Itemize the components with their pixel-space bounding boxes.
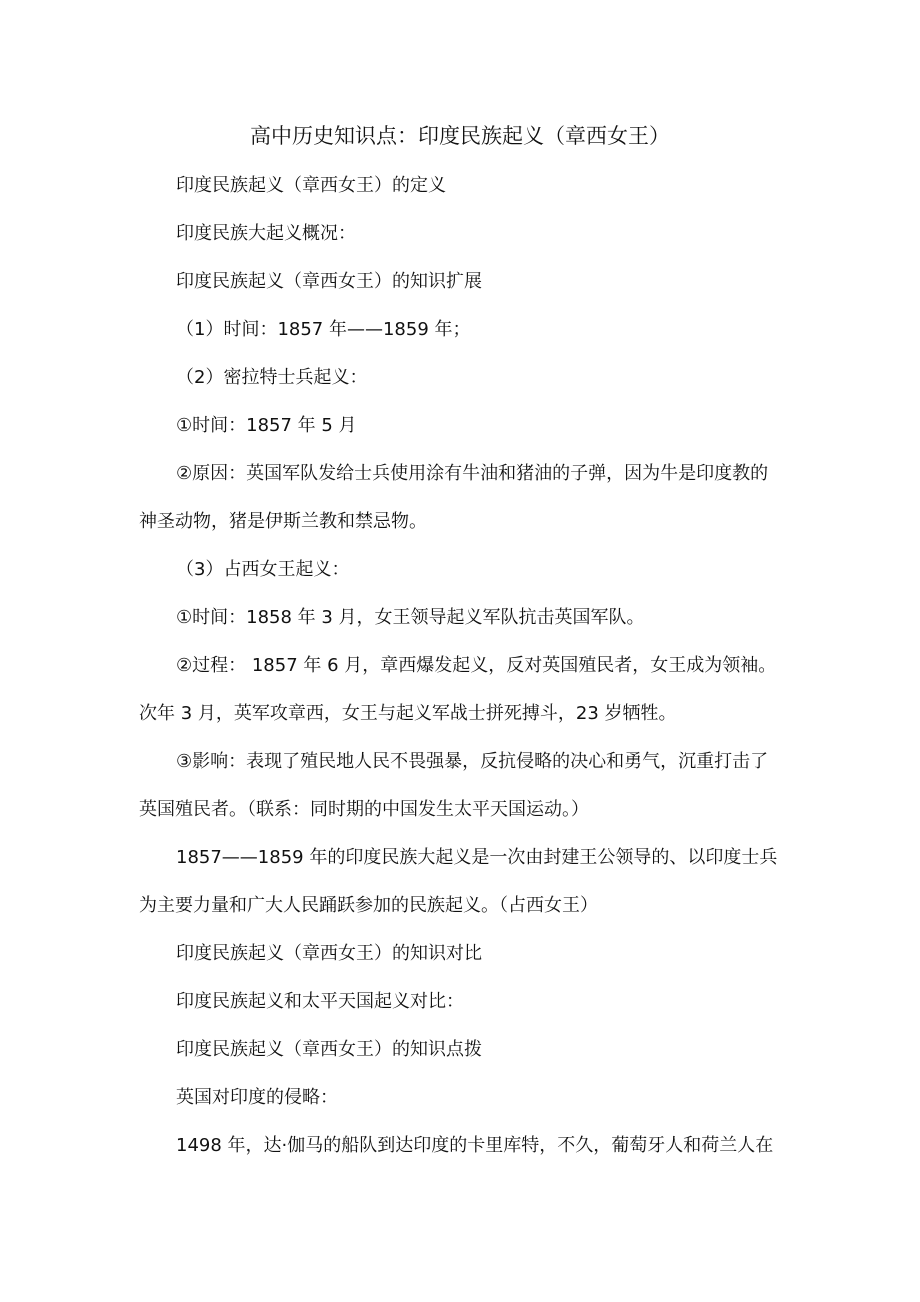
paragraph-line: 英国对印度的侵略： bbox=[176, 1087, 338, 1108]
paragraph-line: 1857——1859 年的印度民族大起义是一次由封建王公领导的、以印度士兵 bbox=[176, 847, 778, 868]
paragraph-line: （2）密拉特士兵起义： bbox=[176, 367, 368, 388]
paragraph-line: ①时间：1858 年 3 月，女王领导起义军队抗击英国军队。 bbox=[176, 607, 645, 628]
paragraph-line: 印度民族起义（章西女王）的知识扩展 bbox=[176, 271, 482, 292]
paragraph-line: 次年 3 月，英军攻章西，女王与起义军战士拼死搏斗，23 岁牺牲。 bbox=[139, 703, 677, 724]
paragraph-line: （3）占西女王起义： bbox=[176, 559, 350, 580]
paragraph-line: ②原因：英国军队发给士兵使用涂有牛油和猪油的子弹，因为牛是印度教的 bbox=[176, 463, 769, 484]
paragraph-line: 英国殖民者。（联系：同时期的中国发生太平天国运动。） bbox=[139, 799, 589, 820]
paragraph-line: 神圣动物，猪是伊斯兰教和禁忌物。 bbox=[139, 511, 427, 532]
paragraph-line: ①时间：1857 年 5 月 bbox=[176, 415, 357, 436]
document-title: 高中历史知识点：印度民族起义（章西女王） bbox=[250, 124, 670, 148]
paragraph-line: ③影响：表现了殖民地人民不畏强暴，反抗侵略的决心和勇气，沉重打击了 bbox=[176, 751, 769, 772]
paragraph-line: ②过程： 1857 年 6 月，章西爆发起义，反对英国殖民者，女王成为领袖。 bbox=[176, 655, 777, 676]
paragraph-line: 印度民族起义（章西女王）的知识点拨 bbox=[176, 1039, 482, 1060]
paragraph-line: 1498 年，达·伽马的船队到达印度的卡里库特，不久，葡萄牙人和荷兰人在 bbox=[176, 1135, 774, 1156]
paragraph-line: 印度民族起义（章西女王）的定义 bbox=[176, 175, 446, 196]
paragraph-line: 印度民族起义和太平天国起义对比： bbox=[176, 991, 464, 1012]
paragraph-line: 印度民族起义（章西女王）的知识对比 bbox=[176, 943, 482, 964]
paragraph-line: 为主要力量和广大人民踊跃参加的民族起义。（占西女王） bbox=[139, 895, 598, 916]
paragraph-line: 印度民族大起义概况： bbox=[176, 223, 356, 244]
paragraph-line: （1）时间：1857 年——1859 年； bbox=[176, 319, 471, 340]
